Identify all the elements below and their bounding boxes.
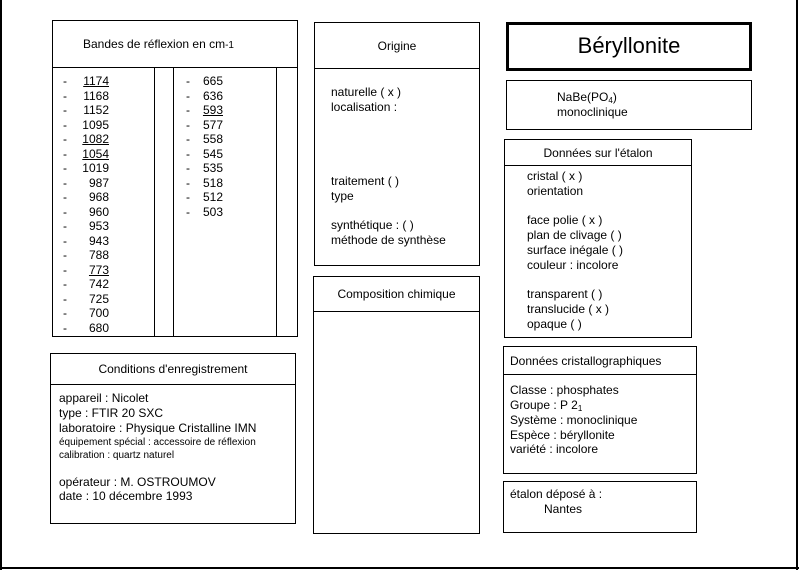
band-dash: - — [63, 146, 67, 161]
band-value: 953 — [88, 219, 109, 233]
standard-data-line: cristal ( x ) — [527, 169, 583, 183]
band-value: 535 — [202, 161, 223, 175]
band-value: 1095 — [82, 117, 109, 132]
standard-data-line: surface inégale ( ) — [527, 243, 624, 257]
band-dash: - — [63, 248, 67, 262]
recording-conditions-panel — [50, 353, 296, 524]
band-dash: - — [186, 146, 190, 161]
band-dash: - — [186, 175, 190, 190]
standard-data-line: translucide ( x ) — [527, 302, 610, 317]
band-dash: - — [63, 204, 67, 219]
band-dash: - — [63, 306, 67, 320]
page-border-right — [796, 0, 798, 570]
origin-synthetic: synthétique : ( ) — [331, 218, 414, 232]
band-value: 577 — [202, 117, 223, 132]
standard-data-line: transparent ( ) — [527, 287, 603, 302]
band-dash: - — [63, 175, 67, 190]
origin-location: localisation : — [331, 100, 398, 114]
page-border-bottom — [0, 567, 799, 569]
band-value: 558 — [202, 132, 223, 146]
band-dash: - — [186, 74, 190, 88]
deposit-panel — [503, 481, 697, 533]
band-value: 968 — [88, 190, 109, 204]
operator: opérateur : M. OSTROUMOV — [59, 475, 216, 489]
standard-data-line: couleur : incolore — [527, 257, 619, 272]
crystal-system-value: Système : monoclinique — [510, 413, 638, 427]
standard-data-line: face polie ( x ) — [527, 213, 603, 228]
band-value: 545 — [202, 146, 223, 161]
calibration: calibration : quartz naturel — [59, 450, 175, 461]
band-dash: - — [63, 74, 67, 88]
reflection-bands-panel — [52, 20, 298, 337]
band-value: 1168 — [83, 88, 109, 103]
special-equipment: équipement spécial : accessoire de réflexion — [59, 437, 256, 448]
standard-data-header: Données sur l'étalon — [505, 140, 691, 166]
band-value: 1174 — [83, 74, 109, 88]
page-border-left — [0, 0, 2, 570]
band-value: 742 — [88, 277, 109, 291]
band-dash: - — [186, 132, 190, 146]
instrument-type: type : FTIR 20 SXC — [59, 406, 164, 420]
band-value: 1054 — [82, 146, 109, 161]
band-value: 987 — [88, 175, 109, 190]
band-dash: - — [63, 132, 67, 146]
recording-conditions-header: Conditions d'enregistrement — [51, 354, 295, 385]
space-group: Groupe : P $2_1$ — [510, 398, 583, 413]
column-divider — [276, 68, 277, 336]
laboratory: laboratoire : Physique Cristalline IMN — [59, 421, 257, 435]
band-value: 1019 — [82, 161, 109, 175]
band-dash: - — [63, 88, 67, 103]
standard-data-line: plan de clivage ( ) — [527, 228, 622, 243]
band-value: 1152 — [83, 103, 109, 117]
band-value: 503 — [202, 204, 223, 219]
band-value: 943 — [88, 233, 109, 248]
origin-panel — [314, 22, 480, 266]
origin-type: type — [331, 189, 354, 203]
band-value: 788 — [88, 248, 109, 262]
band-dash: - — [63, 262, 67, 277]
band-value: 636 — [202, 88, 223, 103]
band-dash: - — [186, 190, 190, 204]
instrument: appareil : Nicolet — [59, 391, 149, 405]
band-value: 665 — [202, 74, 223, 88]
mineral-class: Classe : phosphates — [510, 383, 619, 397]
band-dash: - — [186, 204, 190, 219]
crystal-system: monoclinique — [557, 105, 628, 119]
band-dash: - — [63, 233, 67, 248]
band-value: 680 — [88, 320, 109, 335]
standard-data-panel — [504, 139, 692, 338]
band-dash: - — [63, 190, 67, 204]
band-value: 773 — [88, 262, 109, 277]
band-dash: - — [63, 161, 67, 175]
column-divider — [154, 68, 155, 336]
band-value: 1082 — [82, 132, 109, 146]
band-value: 593 — [202, 103, 223, 117]
standard-data-line: opaque ( ) — [527, 317, 582, 331]
species: Espèce : béryllonite — [510, 428, 615, 442]
band-dash: - — [63, 219, 67, 233]
crystallographic-data-header: Données cristallographiques — [504, 347, 696, 375]
reflection-bands-header — [53, 21, 297, 68]
band-dash: - — [63, 277, 67, 291]
band-dash: - — [63, 117, 67, 132]
formula-panel — [506, 80, 752, 130]
chemical-composition-header: Composition chimique — [314, 277, 479, 312]
band-dash: - — [186, 161, 190, 175]
band-value: 725 — [88, 291, 109, 306]
reflection-bands-unit-exponent: -1 — [225, 39, 234, 51]
column-divider — [173, 68, 174, 336]
band-dash: - — [63, 103, 67, 117]
mineral-title-box — [506, 22, 752, 71]
standard-data-line: orientation — [527, 183, 584, 198]
variety: variété : incolore — [510, 442, 599, 456]
chemical-formula: $NaBe(PO_4)$ — [557, 90, 617, 105]
band-dash: - — [186, 117, 190, 132]
band-dash: - — [63, 291, 67, 306]
chemical-composition-panel — [313, 276, 480, 534]
reflection-bands-title: Bandes de réflexion en cm — [83, 37, 226, 51]
band-value: 960 — [88, 204, 109, 219]
band-value: 512 — [202, 190, 223, 204]
origin-natural: naturelle ( x ) — [331, 85, 402, 99]
deposit-label: étalon déposé à : — [510, 487, 603, 501]
mineral-title: Béryllonite — [577, 33, 681, 58]
band-dash: - — [186, 88, 190, 103]
crystallographic-data-panel — [503, 346, 697, 474]
origin-header: Origine — [315, 23, 479, 69]
band-value: 518 — [202, 175, 223, 190]
deposit-place: Nantes — [544, 502, 583, 516]
band-dash: - — [63, 320, 67, 335]
recording-date: date : 10 décembre 1993 — [59, 489, 193, 503]
origin-treatment: traitement ( ) — [331, 174, 400, 188]
band-dash: - — [186, 103, 190, 117]
band-value: 700 — [88, 306, 109, 320]
origin-synthesis-method: méthode de synthèse — [331, 233, 446, 247]
